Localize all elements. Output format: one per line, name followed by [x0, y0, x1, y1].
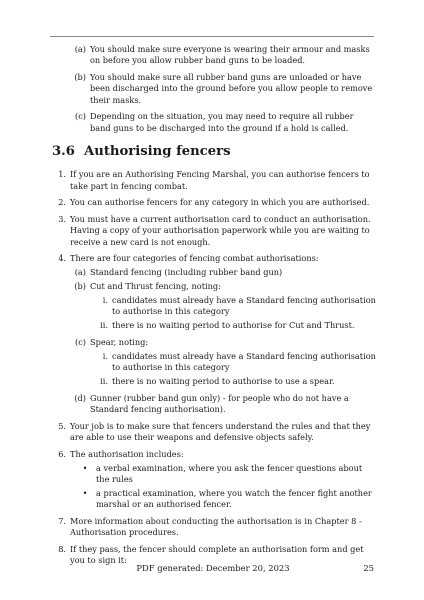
list-label: 2.	[58, 197, 66, 208]
list-item	[52, 449, 376, 460]
list-item	[72, 44, 376, 67]
list-label: (d)	[74, 392, 86, 403]
list-text: Standard fencing (including rubber band gun)	[90, 267, 283, 278]
list-label: 1.	[58, 169, 66, 180]
list-text: You should make sure everyone is wearing their armour and masks on before you allow rubber band guns to be loaded.	[90, 44, 370, 66]
list-text: candidates must already have a Standard fencing authorisation to authorise in this category	[112, 294, 376, 317]
list-item	[94, 351, 376, 374]
list-label: i.	[102, 350, 108, 361]
list-item	[72, 267, 376, 278]
list-item	[52, 421, 376, 444]
list-text: There are four categories of fencing combat authorisations:	[70, 253, 319, 264]
list-text: Spear, noting:	[90, 336, 149, 347]
list-text: Your job is to make sure that fencers understand the rules and that they are able to use their weapons and defensive objects safely.	[70, 420, 371, 443]
list-text: More information about conducting the authorisation is in Chapter 8 - Authorisation procedures.	[70, 515, 362, 538]
list-item	[52, 214, 376, 248]
list-label: 5.	[58, 420, 66, 431]
list-item	[52, 516, 376, 539]
list-item	[52, 169, 376, 192]
bullet-icon: •	[82, 462, 88, 473]
list-text: If you are an Authorising Fencing Marshal, you can authorise fencers to take part in fencing combat.	[70, 169, 370, 191]
list-item	[94, 320, 376, 331]
list-label: (c)	[75, 111, 86, 122]
list-text: a verbal examination, where you ask the fencer questions about the rules	[96, 462, 363, 484]
list-item	[72, 337, 376, 348]
section-heading	[52, 144, 376, 160]
list-item	[72, 281, 376, 292]
list-text: candidates must already have a Standard fencing authorisation to authorise in this category	[112, 350, 376, 373]
bullet-icon: •	[82, 487, 88, 498]
list-label: (b)	[74, 281, 86, 292]
list-label: 4.	[58, 253, 66, 264]
list-text: You should make sure all rubber band guns are unloaded or have been discharged into the ground before you allow people to remove their masks.	[90, 72, 373, 105]
list-label: 3.	[58, 213, 66, 224]
list-item	[72, 72, 376, 106]
list-item	[52, 197, 376, 208]
list-label: 8.	[58, 543, 66, 554]
list-text: Cut and Thrust fencing, noting:	[90, 281, 221, 292]
list-item	[52, 253, 376, 264]
list-item	[80, 463, 376, 486]
list-text: there is no waiting period to authorise to use a spear.	[112, 376, 335, 387]
list-item	[80, 488, 376, 511]
list-text: Gunner (rubber band gun only) - for people who do not have a Standard fencing authorisation).	[90, 392, 349, 415]
page-number: 25	[363, 563, 374, 573]
list-text: If they pass, the fencer should complete an authorisation form and get you to sign it:	[70, 543, 364, 566]
list-item	[72, 111, 376, 134]
list-text: You can authorise fencers for any category in which you are authorised.	[70, 197, 370, 208]
list-label: 6.	[58, 448, 66, 459]
list-text: a practical examination, where you watch the fencer fight another marshal or an authorised fencer.	[96, 487, 372, 510]
list-text: Depending on the situation, you may need to require all rubber band guns to be discharged into the ground if a hold is called.	[90, 111, 354, 133]
section-title: Authorising fencers	[84, 144, 231, 160]
list-label: (b)	[74, 72, 86, 82]
list-text: there is no waiting period to authorise for Cut and Thrust.	[112, 320, 355, 331]
list-label: (a)	[74, 44, 86, 54]
generated-date: PDF generated: December 20, 2023	[136, 563, 290, 573]
list-label: i.	[102, 294, 108, 305]
list-label: 7.	[58, 515, 66, 526]
header-rule	[50, 36, 374, 37]
list-item	[72, 393, 376, 416]
list-label: ii.	[100, 320, 108, 331]
list-label: ii.	[100, 376, 108, 387]
list-label: (c)	[75, 336, 86, 347]
page-content	[52, 44, 376, 572]
list-item	[94, 376, 376, 387]
list-item	[94, 295, 376, 318]
section-number: 3.6	[52, 144, 75, 160]
list-text: The authorisation includes:	[70, 448, 184, 459]
list-label: (a)	[74, 267, 86, 278]
list-text: You must have a current authorisation card to conduct an authorisation. Having a copy of your authorisation paperwork while you are waiting to receive a new card is not enough.	[70, 213, 371, 247]
